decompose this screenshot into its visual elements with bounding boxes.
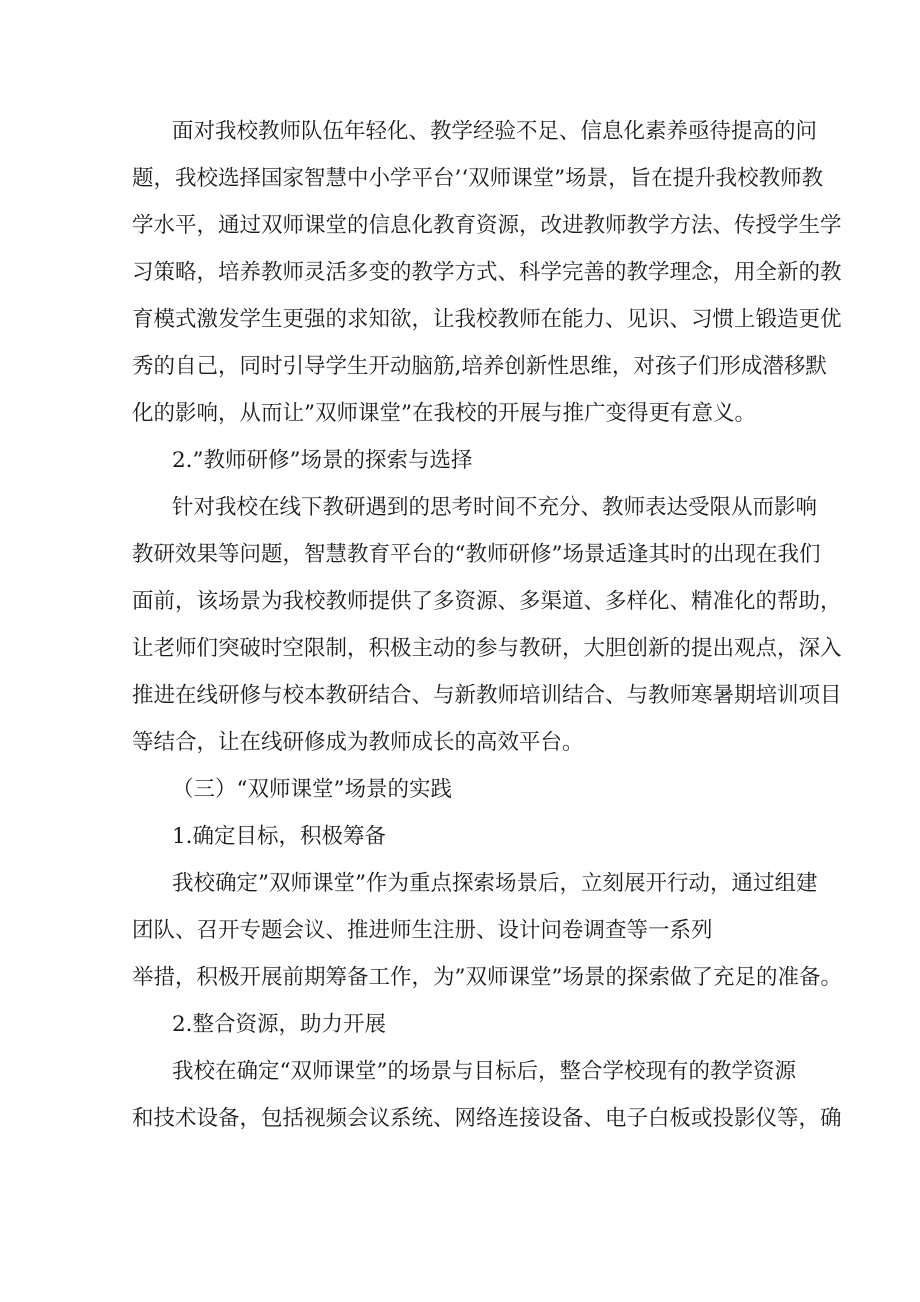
paragraph-line: 面前，该场景为我校教师提供了多资源、多渠道、多样化、精准化的帮助，	[132, 589, 842, 614]
paragraph-line: 题，我校选择国家智慧中小学平台’‘双师课堂”场景，旨在提升我校教师教	[132, 166, 824, 191]
paragraph-line: 等结合，让在线研修成为教师成长的高效平台。	[132, 730, 584, 755]
paragraph-line: 化的影响，从而让”双师课堂”在我校的开展与推广变得更有意义。	[132, 401, 756, 426]
section-heading: 1.确定目标，积极筹备	[172, 824, 387, 849]
paragraph-line: 学水平，通过双师课堂的信息化教育资源，改进教师教学方法、传授学生学	[132, 213, 842, 238]
paragraph-line: 举措，积极开展前期筹备工作，为”双师课堂”场景的探索做了充足的准备。	[132, 965, 842, 990]
paragraph-line: 针对我校在线下教研遇到的思考时间不充分、教师表达受限从而影响	[172, 495, 818, 520]
paragraph-line: 和技术设备，包括视频会议系统、网络连接设备、电子白板或投影仪等，确	[132, 1106, 842, 1131]
paragraph-line: 秀的自己，同时引导学生开动脑筋,培养创新性思维，对孩子们形成潜移默	[132, 354, 827, 379]
paragraph-line: 推进在线研修与校本教研结合、与新教师培训结合、与教师寒暑期培训项目	[132, 683, 842, 708]
section-heading: （三）“双师课堂”场景的实践	[172, 777, 452, 802]
paragraph-line: 面对我校教师队伍年轻化、教学经验不足、信息化素养亟待提高的问	[172, 119, 818, 144]
paragraph-line: 我校在确定“双师课堂”的场景与目标后，整合学校现有的教学资源	[172, 1059, 796, 1084]
paragraph-line: 让老师们突破时空限制，积极主动的参与教研，大胆创新的提出观点，深入	[132, 636, 842, 661]
paragraph-line: 教研效果等问题，智慧教育平台的“教师研修”场景适逢其时的出现在我们	[132, 542, 821, 567]
section-heading: 2.”教师研修”场景的探索与选择	[172, 448, 473, 473]
section-heading: 2.整合资源，助力开展	[172, 1012, 387, 1037]
paragraph-line: 团队、召开专题会议、推进师生注册、设计问卷调查等一系列	[132, 918, 713, 943]
paragraph-line: 育模式激发学生更强的求知欲，让我校教师在能力、见识、习惯上锻造更优	[132, 307, 842, 332]
paragraph-line: 习策略，培养教师灵活多变的教学方式、科学完善的教学理念，用全新的教	[132, 260, 842, 285]
paragraph-line: 我校确定”双师课堂”作为重点探索场景后，立刻展开行动，通过组建	[172, 871, 818, 896]
